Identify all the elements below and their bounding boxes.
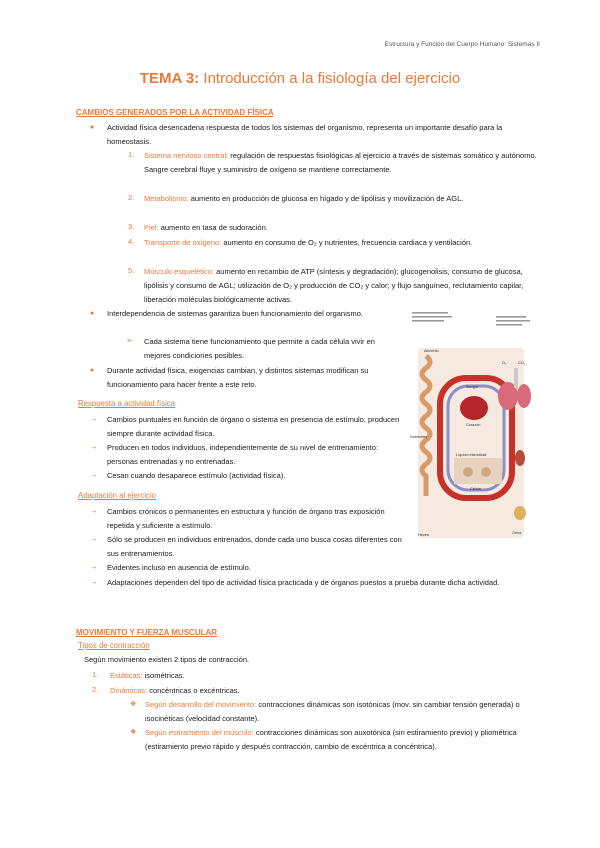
item-number: 3. (128, 222, 135, 231)
kidney-icon (515, 450, 525, 466)
page-title (0, 70, 600, 87)
bullet-icon: ● (90, 310, 95, 317)
label-orina: Orina (512, 531, 522, 535)
list-item: Evidentes incluso en ausencia de estímulo. (107, 563, 251, 572)
paragraph: Durante actividad física, exigencias cambian, y distintos sistemas modifican su funcionamiento para hacer frente a este reto. (107, 366, 369, 389)
item-number: 1. (128, 150, 135, 159)
paragraph: Cada sistema tiene funcionamiento que permite a cada célula vivir en mejores condiciones posibles. (144, 337, 375, 360)
interstitial-area (454, 458, 502, 484)
arrow-icon: → (90, 506, 98, 515)
diamond-bullet-icon: ❖ (130, 701, 137, 708)
list-item: Según estiramiento del músculo: contracciones dinámicas son auxotónica (sin estiramiento previo) y pliométrica (estiramiento previo rápido y después contracción, cambio de excéntrica a concéntrica). (145, 728, 517, 751)
list-item: Producen en todos individuos, independientemente de su nivel de entrenamiento: personas entrenadas y no entrenadas. (107, 443, 379, 466)
title-prefix: TEMA 3: (139, 70, 200, 87)
bullet-icon: ● (90, 124, 95, 131)
list-item: Sólo se producen en individuos entrenados, donde cada uno busca cosas diferentes con sus entrenamientos. (107, 535, 402, 558)
label-liquido: Líquido intersticial (456, 453, 487, 457)
bullet-icon: ● (90, 367, 95, 374)
list-item: Según desarrollo del movimiento: contracciones dinámicas son isotónicas (mov. sin cambiar tensión generada) o isocinéticas (velocidad constante). (145, 700, 520, 723)
subsection-title-adaptacion: Adaptación al ejercicio (78, 491, 157, 500)
bladder-icon (514, 506, 526, 520)
arrow-icon: → (90, 442, 98, 451)
label-nutrientes: Nutrientes (410, 435, 428, 439)
label-o2: O₂ (502, 361, 507, 365)
running-header: Estructura y Función del Cuerpo Humano: Sistemas II (384, 41, 540, 48)
arrow-icon: → (90, 470, 98, 479)
list-item: Músculo esquelético: aumento en recambio de ATP (síntesis y degradación); glucogenolisis, consumo de glucosa, lipólisis y consumo de AGL; utilización de O₂ y producción de CO₂ y calor; y flujo sanguíneo, reclutamiento capilar, liberación moléculas biológicamente activas. (144, 267, 524, 304)
physiology-diagram (408, 308, 534, 545)
label-heces: Heces (418, 533, 429, 537)
arrow-icon: → (90, 414, 98, 423)
list-item: Adaptaciones dependen del tipo de actividad física practicada y de órganos puestos a prueba durante dicha actividad. (107, 578, 500, 587)
paragraph: Interdependencia de sistemas garantiza buen funcionamiento del organismo. (107, 309, 363, 318)
item-number: 2. (92, 685, 99, 694)
cell-icon (463, 467, 473, 477)
list-item: Cambios puntuales en función de órgano o sistema en presencia de estímulo, producen siempre durante actividad física. (107, 415, 400, 438)
list-item: Sistema nervioso central: regulación de respuestas fisiológicas al ejercicio a través de sistemas somático y autónomo. Sangre cerebral fluye y suministro de oxígeno se mantiene correctamente. (144, 151, 537, 174)
subsection-title-respuesta: Respuesta a actividad física (78, 399, 176, 408)
list-item: Estáticas: isométricas. (110, 671, 185, 680)
label-corazon: Corazón (466, 423, 481, 427)
label-celula: Célula (470, 487, 481, 491)
circulation-diagram-image (408, 308, 534, 545)
subsection-title-tipos: Tipos de contracción (78, 641, 150, 650)
item-number: 4. (128, 237, 135, 246)
item-number: 5. (128, 266, 135, 275)
list-item: Piel: aumento en tasa de sudoración. (144, 223, 268, 232)
section-title-cambios: CAMBIOS GENERADOS POR LA ACTIVIDAD FÍSICA (76, 108, 274, 117)
label-sangre: Sangre (466, 385, 479, 389)
list-item: Dinámicas: concéntricas o excéntricas. (110, 686, 240, 695)
list-item: Metabolismo: aumento en producción de glucosa en hígado y de lipólisis y movilización de AGL. (144, 194, 464, 203)
diamond-bullet-icon: ❖ (130, 729, 137, 736)
arrow-icon: → (90, 562, 98, 571)
item-number: 2. (128, 193, 135, 202)
section-title-movimiento: MOVIMIENTO Y FUERZA MUSCULAR (76, 628, 218, 637)
label-alimento: Alimento (424, 349, 439, 353)
heart-icon (460, 396, 488, 420)
arrow-icon: → (90, 534, 98, 543)
arrow-icon: ➢ (126, 336, 133, 345)
list-item: Cambios crónicos o permanentes en estructura y función de órgano tras exposición repetida y suficiente a estímulo. (107, 507, 385, 530)
paragraph: Actividad física desencadena respuesta de todos los sistemas del organismo, representa un importante desafío para la homeostasis. (107, 123, 503, 146)
list-item: Cesan cuando desaparece estímulo (actividad física). (107, 471, 286, 480)
label-co2: CO₂ (518, 361, 526, 365)
paragraph: Según movimiento existen 2 tipos de contracción. (84, 655, 250, 664)
list-item: Transporte de oxígeno: aumento en consumo de O₂ y nutrientes, frecuencia cardiaca y ventilación. (144, 238, 473, 247)
item-number: 1. (92, 670, 99, 679)
title-text: Introducción a la fisiología del ejercicio (203, 70, 461, 87)
arrow-icon: → (90, 577, 98, 586)
